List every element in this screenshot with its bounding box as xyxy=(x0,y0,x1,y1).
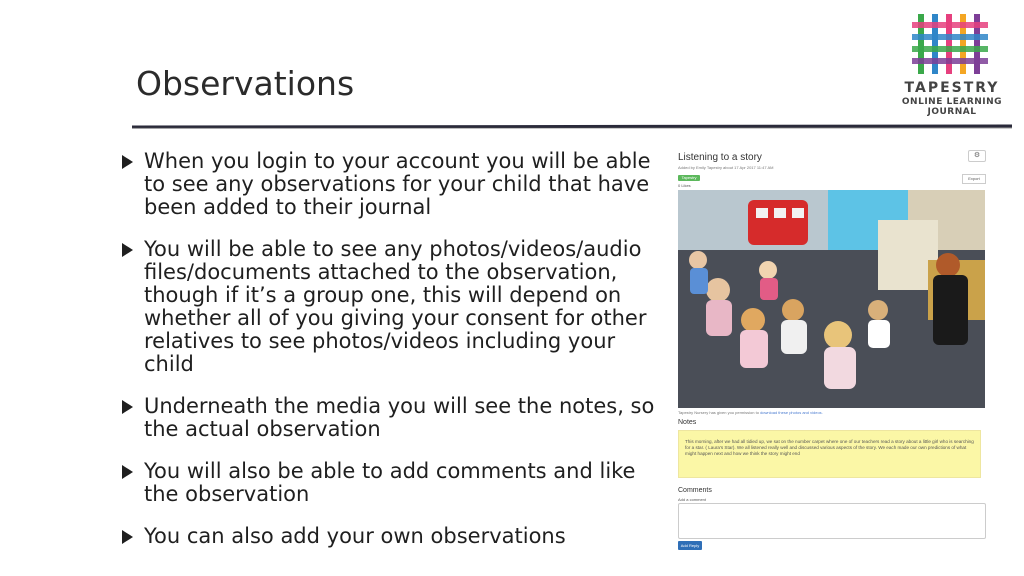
likes-count[interactable]: 0 Likes xyxy=(678,183,691,188)
bullet-text: Underneath the media you will see the notes, so the actual observation xyxy=(144,394,655,441)
logo-weave xyxy=(912,14,988,74)
comments-heading: Comments xyxy=(678,487,712,494)
observation-photo xyxy=(678,190,985,408)
export-button[interactable]: Export xyxy=(962,174,986,184)
observation-title: Listening to a story xyxy=(678,152,762,163)
bullet-item xyxy=(118,150,658,219)
bullet-list xyxy=(118,150,658,567)
logo-wordmark xyxy=(896,80,1008,117)
notes-text: This morning, after we had all tidied up, we sat on the number carpet where one of our teachers read a story about a little girl who is searching for a star. ( Laura's Star). We all listened really well and discussed various aspects of the story. We each made our own predictions of what might happen next and how we think the story might end xyxy=(685,439,974,456)
bullet-arrow-icon xyxy=(122,243,133,257)
bullet-arrow-icon xyxy=(122,400,133,414)
title-divider xyxy=(132,124,1012,130)
bullet-item xyxy=(118,238,658,376)
observation-screenshot xyxy=(674,146,990,552)
slide-title: Observations xyxy=(136,64,355,103)
bullet-item xyxy=(118,395,658,441)
logo-line-1: TAPESTRY xyxy=(904,80,1000,96)
media-consent-text xyxy=(678,410,823,415)
settings-gear-icon[interactable]: ⚙ xyxy=(968,150,986,162)
consent-text: Tapestry Nursery has given you permission to xyxy=(678,410,759,415)
bullet-text: When you login to your account you will be able to see any observations for your child that have been added to their journal xyxy=(144,149,651,219)
logo-line-3: JOURNAL xyxy=(927,107,977,117)
bullet-text: You will also be able to add comments and like the observation xyxy=(144,459,636,506)
bullet-text: You will be able to see any photos/videos/audio files/documents attached to the observation, though if it’s a group one, this will depend on whether all of you giving your consent for other relatives to see photos/videos including your child xyxy=(144,237,647,376)
observation-meta: Added by Emily Tapestry about 17 Apr 2017 11:47 AM xyxy=(678,165,774,170)
bullet-item xyxy=(118,460,658,506)
status-badge: Tapestry xyxy=(678,175,700,181)
bullet-item xyxy=(118,525,658,548)
bullet-arrow-icon xyxy=(122,155,133,169)
comment-input[interactable] xyxy=(678,503,986,539)
add-comment-label: Add a comment xyxy=(678,497,707,502)
logo-line-2: ONLINE LEARNING xyxy=(901,97,1003,107)
notes-box xyxy=(678,430,981,478)
notes-heading: Notes xyxy=(678,419,697,426)
download-media-link[interactable]: download these photos and videos. xyxy=(760,410,823,415)
add-reply-button[interactable]: Add Reply xyxy=(678,541,702,550)
bullet-arrow-icon xyxy=(122,530,133,544)
bullet-arrow-icon xyxy=(122,465,133,479)
bullet-text: You can also add your own observations xyxy=(144,524,566,548)
